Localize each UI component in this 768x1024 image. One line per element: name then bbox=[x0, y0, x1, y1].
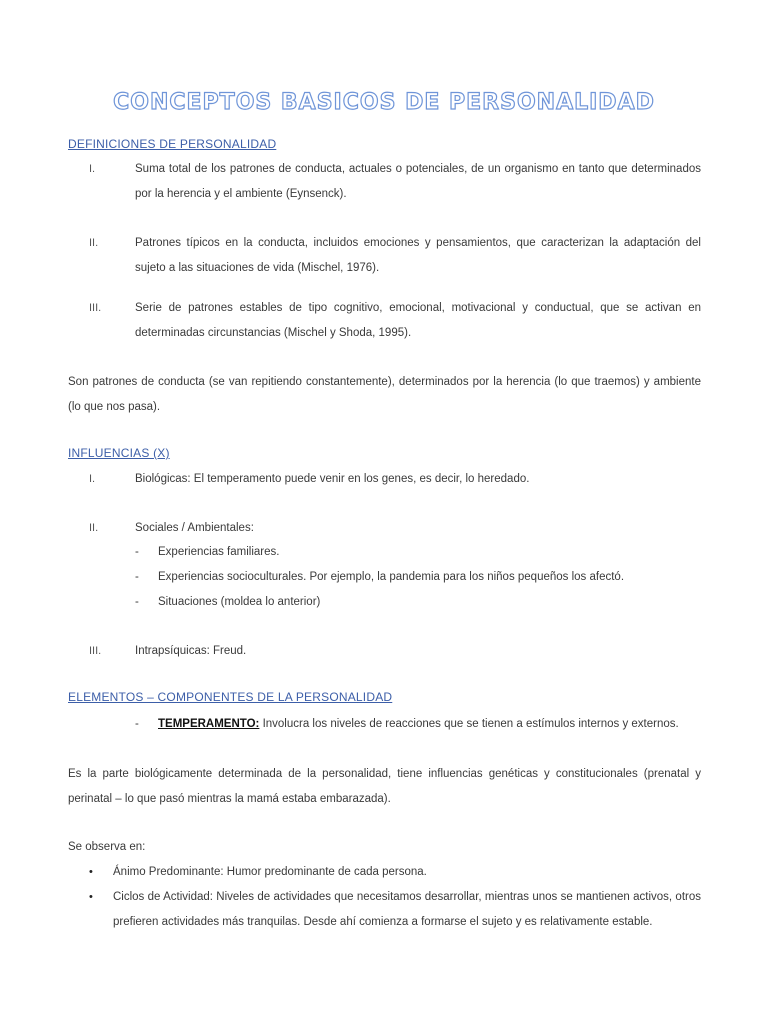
list-text: Patrones típicos en la conducta, incluidos emociones y pensamientos, que caracterizan la adaptación del sujeto a las situaciones de vida (Mischel, 1976). bbox=[135, 237, 701, 274]
list-text: Intrapsíquicas: Freud. bbox=[135, 645, 247, 657]
list-text: Suma total de los patrones de conducta, actuales o potenciales, de un organismo en tanto que determinados por la herencia y el ambiente (Eynsenck). bbox=[135, 163, 701, 200]
list-item bbox=[0, 231, 768, 281]
sub-list-item bbox=[0, 590, 768, 615]
sub-list-text: Experiencias familiares. bbox=[158, 546, 280, 558]
observa-label: Se observa en: bbox=[68, 841, 146, 853]
list-text: Biológicas: El temperamento puede venir en los genes, es decir, lo heredado. bbox=[135, 473, 530, 485]
list-item bbox=[0, 467, 768, 492]
list-number: III. bbox=[89, 645, 102, 657]
bullet-item bbox=[0, 860, 768, 885]
list-item bbox=[0, 639, 768, 664]
list-item bbox=[0, 516, 768, 541]
dash-marker: - bbox=[135, 571, 139, 583]
bullet-text: Ánimo Predominante: Humor predominante de cada persona. bbox=[113, 866, 427, 878]
page-title: CONCEPTOS BASICOS DE PERSONALIDAD bbox=[113, 90, 655, 115]
sub-list-item bbox=[0, 565, 768, 590]
sub-list-text: Situaciones (moldea lo anterior) bbox=[158, 596, 321, 608]
dash-marker: - bbox=[135, 718, 139, 730]
section-heading-definiciones: DEFINICIONES DE PERSONALIDAD bbox=[68, 137, 277, 151]
bullet-item bbox=[0, 885, 768, 935]
section-heading-influencias: INFLUENCIAS (X) bbox=[68, 446, 170, 460]
list-number: I. bbox=[89, 163, 96, 175]
list-text: Serie de patrones estables de tipo cognitivo, emocional, motivacional y conductual, que se activan en determinadas circunstancias (Mischel y Shoda, 1995). bbox=[135, 302, 701, 339]
bullet-marker: • bbox=[89, 866, 93, 878]
temperamento-text: Involucra los niveles de reacciones que se tienen a estímulos internos y externos. bbox=[259, 718, 679, 730]
list-number: II. bbox=[89, 237, 99, 249]
sub-list-item bbox=[0, 540, 768, 565]
dash-marker: - bbox=[135, 546, 139, 558]
dash-marker: - bbox=[135, 596, 139, 608]
section-heading-elementos: ELEMENTOS – COMPONENTES DE LA PERSONALIDAD bbox=[68, 690, 393, 704]
temperamento-label: TEMPERAMENTO: bbox=[158, 718, 260, 730]
sub-list-text: Experiencias socioculturales. Por ejemplo, la pandemia para los niños pequeños los afectó. bbox=[158, 571, 625, 583]
bullet-marker: • bbox=[89, 891, 93, 903]
list-number: III. bbox=[89, 302, 102, 314]
list-item bbox=[0, 296, 768, 346]
temperamento-line bbox=[158, 712, 679, 737]
list-text: Sociales / Ambientales: bbox=[135, 522, 254, 534]
list-number: I. bbox=[89, 473, 96, 485]
bullet-text: Ciclos de Actividad: Niveles de actividades que necesitamos desarrollar, mientras unos se mantienen activos, otros prefieren actividades más tranquilas. Desde ahí comienza a formarse el sujeto y es relativamente estable. bbox=[113, 891, 701, 928]
list-number: II. bbox=[89, 522, 99, 534]
list-item bbox=[0, 157, 768, 207]
elementos-paragraph: Es la parte biológicamente determinada de la personalidad, tiene influencias genéticas y constitucionales (prenatal y perinatal – lo que pasó mientras la mamá estaba embarazada). bbox=[68, 768, 701, 805]
temperamento-item bbox=[0, 712, 768, 737]
summary-paragraph: Son patrones de conducta (se van repitiendo constantemente), determinados por la herencia (lo que traemos) y ambiente (lo que nos pasa). bbox=[68, 376, 701, 413]
